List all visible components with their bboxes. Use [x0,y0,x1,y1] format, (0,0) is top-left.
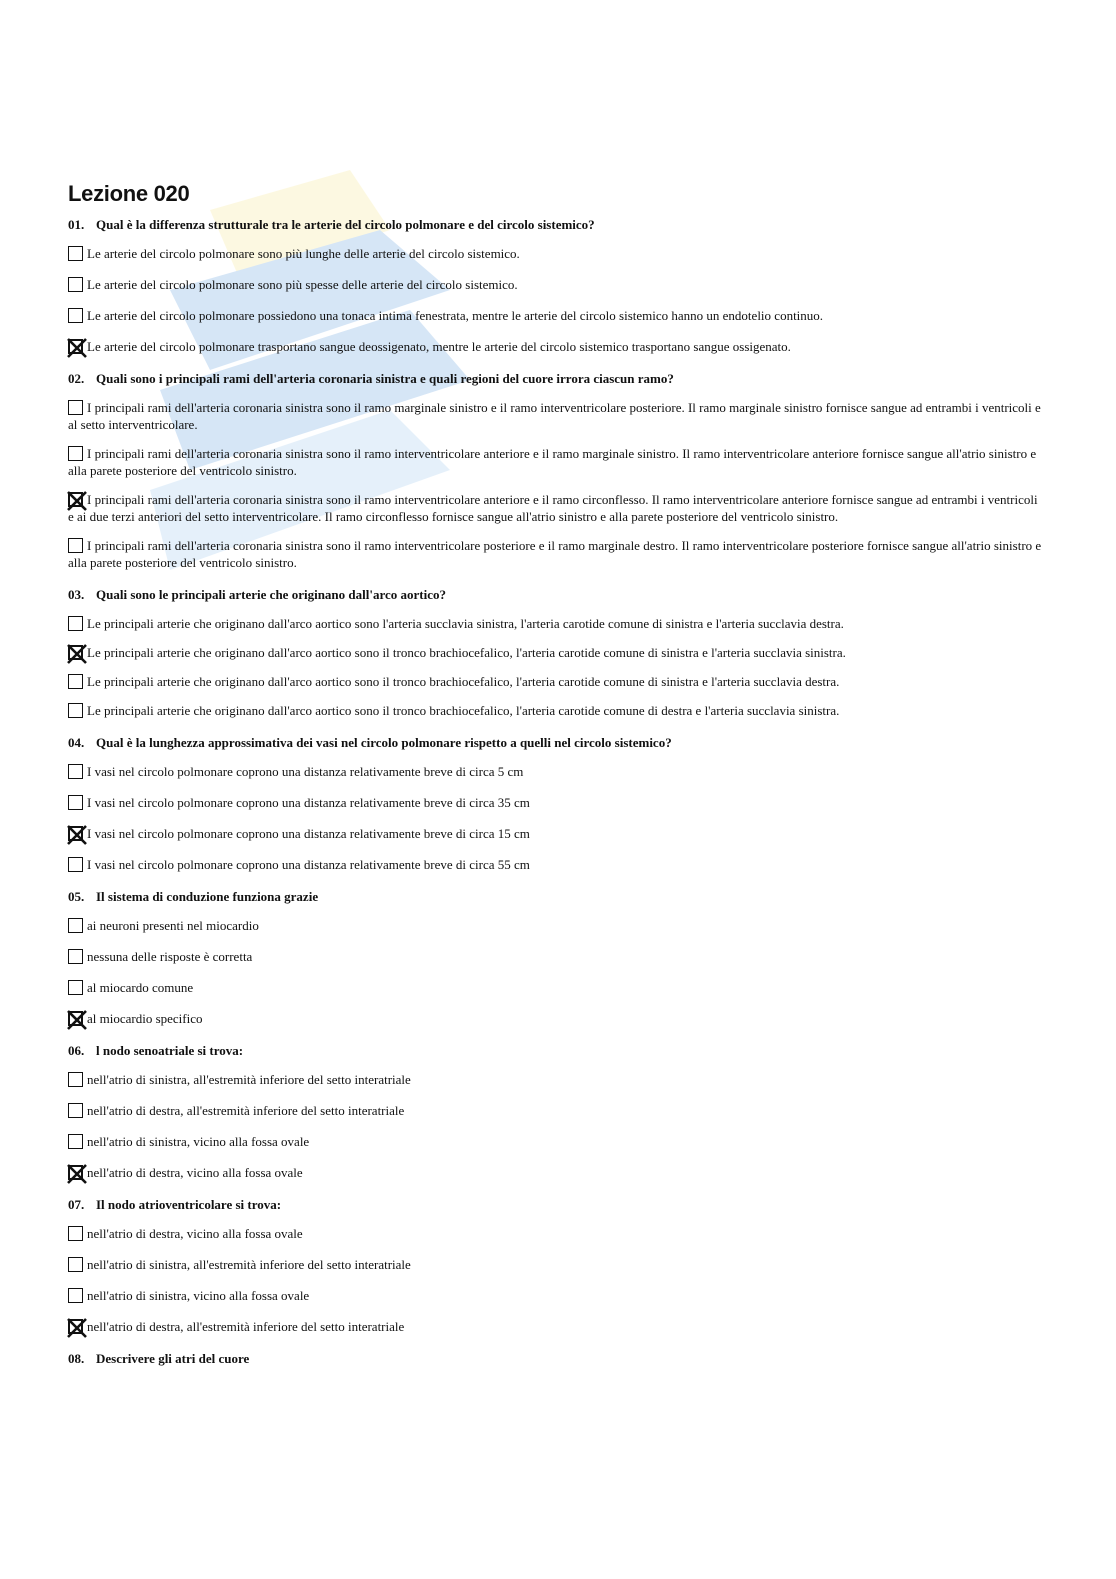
checkbox[interactable] [68,674,83,689]
question-06 [68,1042,1043,1181]
answer-text: ai neuroni presenti nel miocardio [87,918,259,933]
checkbox[interactable] [68,1288,83,1303]
answer-text: nell'atrio di destra, vicino alla fossa ovale [87,1226,303,1241]
answer-option[interactable] [68,1010,1043,1027]
question-number: 02. [68,371,85,386]
answer-text: Le arterie del circolo polmonare sono più lunghe delle arterie del circolo sistemico. [87,246,520,261]
answer-option[interactable] [68,856,1043,873]
checkbox[interactable] [68,1226,83,1241]
checkbox[interactable] [68,918,83,933]
question-05 [68,888,1043,1027]
question-list [68,216,1043,1367]
question-08 [68,1350,1043,1367]
page-title: Lezione 020 [68,181,190,206]
answer-text: nell'atrio di destra, all'estremità inferiore del setto interatriale [87,1319,405,1334]
question-01 [68,216,1043,355]
answer-text: I principali rami dell'arteria coronaria sinistra sono il ramo interventricolare anteriore e il ramo circonflesso. Il ramo interventricolare anteriore fornisce sangue ad entrambi i ventricoli e ai due terzi anteriori del setto interventricolare. Il ramo circonflesso fornisce sangue all'atrio sinistro e alla parete posteriore del ventricolo sinistro. [68,492,1038,524]
answer-option[interactable] [68,399,1043,433]
question-label: Quali sono le principali arterie che originano dall'arco aortico? [96,587,447,602]
document-page [68,180,1043,1382]
checkbox[interactable] [68,795,83,810]
answer-option[interactable] [68,1256,1043,1273]
answer-option[interactable] [68,763,1043,780]
x-mark-icon [65,1008,89,1032]
answer-option[interactable] [68,702,1043,719]
checkbox[interactable] [68,949,83,964]
question-number: 07. [68,1197,85,1212]
answer-text: I principali rami dell'arteria coronaria sinistra sono il ramo interventricolare posteriore e il ramo marginale destro. Il ramo interventricolare posteriore fornisce sangue all'atrio sinistro e alla parete posteriore del ventricolo sinistro. [68,538,1042,570]
answer-text: al miocardio specifico [87,1011,203,1026]
answer-text: Le principali arterie che originano dall'arco aortico sono il tronco brachiocefalico, l'arteria carotide comune di sinistra e l'arteria succlavia destra. [87,674,840,689]
question-number: 03. [68,587,85,602]
answer-text: nell'atrio di sinistra, all'estremità inferiore del setto interatriale [87,1257,411,1272]
answer-text: nell'atrio di destra, vicino alla fossa ovale [87,1165,303,1180]
checkbox[interactable] [68,1134,83,1149]
question-label: Qual è la lunghezza approssimativa dei vasi nel circolo polmonare rispetto a quelli nel circolo sistemico? [96,735,672,750]
checked-checkbox[interactable] [68,1165,83,1180]
checked-checkbox[interactable] [68,339,83,354]
checkbox[interactable] [68,703,83,718]
question-text [68,216,1043,233]
checkbox[interactable] [68,400,83,415]
answer-text: Le arterie del circolo polmonare trasportano sangue deossigenato, mentre le arterie del circolo sistemico trasportano sangue ossigenato. [87,339,791,354]
x-mark-icon [65,1316,89,1340]
answer-text: I vasi nel circolo polmonare coprono una distanza relativamente breve di circa 15 cm [87,826,530,841]
answer-option[interactable] [68,338,1043,355]
checkbox[interactable] [68,1103,83,1118]
answer-option[interactable] [68,1164,1043,1181]
answer-text: Le arterie del circolo polmonare possiedono una tonaca intima fenestrata, mentre le arterie del circolo sistemico hanno un endotelio continuo. [87,308,824,323]
question-text [68,1042,1043,1059]
answer-option[interactable] [68,825,1043,842]
answer-text: al miocardo comune [87,980,194,995]
question-label: l nodo senoatriale si trova: [96,1043,244,1058]
answer-text: nell'atrio di destra, all'estremità inferiore del setto interatriale [87,1103,405,1118]
checkbox[interactable] [68,446,83,461]
question-03 [68,586,1043,719]
answer-option[interactable] [68,276,1043,293]
question-text [68,1196,1043,1213]
answer-option[interactable] [68,1225,1043,1242]
answer-option[interactable] [68,1318,1043,1335]
question-02 [68,370,1043,571]
answer-text: nell'atrio di sinistra, vicino alla fossa ovale [87,1288,310,1303]
checked-checkbox[interactable] [68,826,83,841]
x-mark-icon [65,1162,89,1186]
answer-option[interactable] [68,245,1043,262]
question-number: 08. [68,1351,85,1366]
answer-option[interactable] [68,948,1043,965]
answer-option[interactable] [68,673,1043,690]
checkbox[interactable] [68,538,83,553]
checkbox[interactable] [68,616,83,631]
answer-option[interactable] [68,491,1043,525]
answer-text: I vasi nel circolo polmonare coprono una distanza relativamente breve di circa 35 cm [87,795,530,810]
answer-text: I vasi nel circolo polmonare coprono una distanza relativamente breve di circa 5 cm [87,764,524,779]
answer-text: nell'atrio di sinistra, all'estremità inferiore del setto interatriale [87,1072,411,1087]
answer-option[interactable] [68,1287,1043,1304]
question-label: Qual è la differenza strutturale tra le arterie del circolo polmonare e del circolo sistemico? [96,217,595,232]
question-number: 06. [68,1043,85,1058]
question-number: 04. [68,735,85,750]
answer-option[interactable] [68,917,1043,934]
answer-option[interactable] [68,979,1043,996]
question-text [68,734,1043,751]
checkbox[interactable] [68,857,83,872]
question-text [68,370,1043,387]
answer-text: nell'atrio di sinistra, vicino alla fossa ovale [87,1134,310,1149]
answer-option[interactable] [68,307,1043,324]
checkbox[interactable] [68,980,83,995]
checked-checkbox[interactable] [68,1319,83,1334]
checkbox[interactable] [68,1257,83,1272]
question-label: Quali sono i principali rami dell'arteria coronaria sinistra e quali regioni del cuore irrora ciascun ramo? [96,371,674,386]
question-04 [68,734,1043,873]
answer-option[interactable] [68,537,1043,571]
answer-text: nessuna delle risposte è corretta [87,949,253,964]
question-07 [68,1196,1043,1335]
question-text [68,1350,1043,1367]
checkbox[interactable] [68,277,83,292]
answer-option[interactable] [68,445,1043,479]
question-label: Descrivere gli atri del cuore [96,1351,250,1366]
checked-checkbox[interactable] [68,1011,83,1026]
answer-text: Le principali arterie che originano dall'arco aortico sono il tronco brachiocefalico, l'arteria carotide comune di destra e l'arteria succlavia sinistra. [87,703,840,718]
answer-option[interactable] [68,644,1043,661]
x-mark-icon [65,823,89,847]
question-number: 05. [68,889,85,904]
question-number: 01. [68,217,85,232]
checkbox[interactable] [68,246,83,261]
checkbox[interactable] [68,308,83,323]
x-mark-icon [65,642,89,666]
answer-text: Le arterie del circolo polmonare sono più spesse delle arterie del circolo sistemico. [87,277,518,292]
answer-text: Le principali arterie che originano dall'arco aortico sono l'arteria succlavia sinistra, l'arteria carotide comune di sinistra e l'arteria succlavia destra. [87,616,844,631]
answer-option[interactable] [68,1133,1043,1150]
answer-text: I principali rami dell'arteria coronaria sinistra sono il ramo interventricolare anteriore e il ramo marginale sinistro. Il ramo interventricolare anteriore fornisce sangue all'atrio sinistro e alla parete posteriore del ventricolo sinistro. [68,446,1037,478]
answer-text: I principali rami dell'arteria coronaria sinistra sono il ramo marginale sinistro e il ramo interventricolare posteriore. Il ramo marginale sinistro fornisce sangue ad entrambi i ventricoli e al setto interventricolare. [68,400,1041,432]
answer-option[interactable] [68,1071,1043,1088]
answer-text: I vasi nel circolo polmonare coprono una distanza relativamente breve di circa 55 cm [87,857,530,872]
checked-checkbox[interactable] [68,492,83,507]
answer-text: Le principali arterie che originano dall'arco aortico sono il tronco brachiocefalico, l'arteria carotide comune di sinistra e l'arteria succlavia sinistra. [87,645,846,660]
question-text [68,888,1043,905]
checkbox[interactable] [68,1072,83,1087]
checked-checkbox[interactable] [68,645,83,660]
answer-option[interactable] [68,794,1043,811]
x-mark-icon [65,489,89,513]
answer-option[interactable] [68,1102,1043,1119]
x-mark-icon [65,336,89,360]
checkbox[interactable] [68,764,83,779]
answer-option[interactable] [68,615,1043,632]
question-text [68,586,1043,603]
question-label: Il sistema di conduzione funziona grazie [96,889,319,904]
question-label: Il nodo atrioventricolare si trova: [96,1197,282,1212]
